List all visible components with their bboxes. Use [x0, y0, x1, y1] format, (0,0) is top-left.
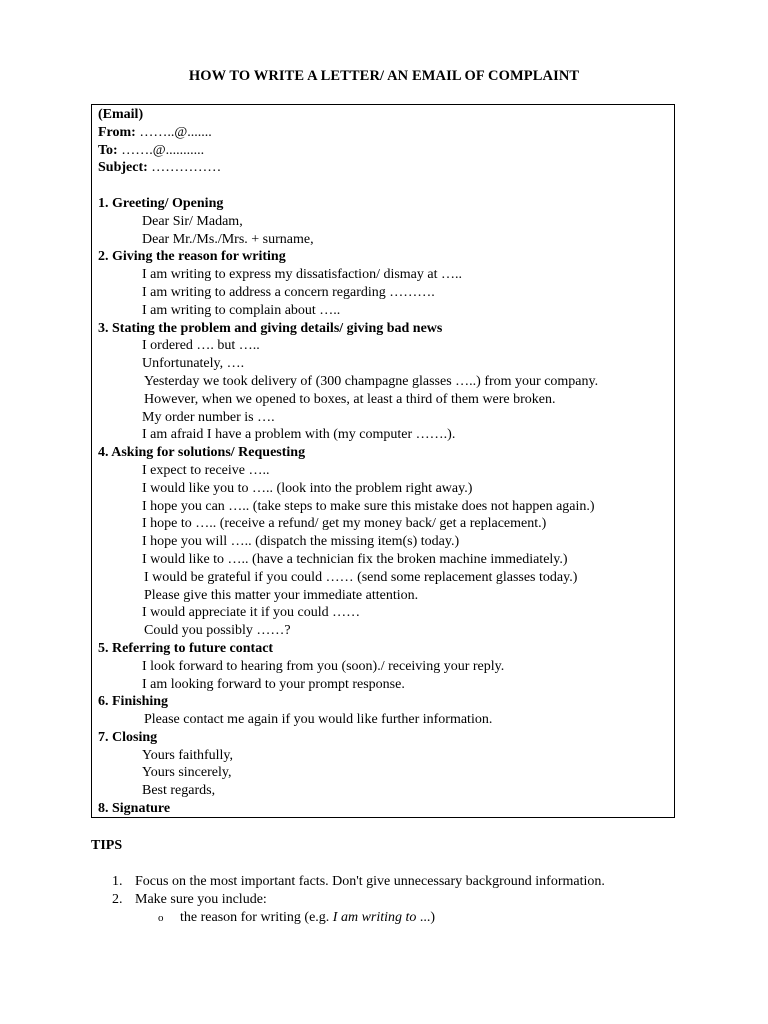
- tip-sub-text: [180, 909, 435, 927]
- section-heading-requesting: 4. Asking for solutions/ Requesting: [98, 445, 306, 461]
- section-line: I am afraid I have a problem with (my computer …….).: [142, 427, 456, 443]
- section-line: Please contact me again if you would like further information.: [144, 712, 493, 728]
- section-heading-finishing: 6. Finishing: [98, 694, 169, 710]
- section-line: However, when we opened to boxes, at least a third of them were broken.: [144, 391, 556, 407]
- section-line: I would like you to ….. (look into the problem right away.): [142, 480, 473, 496]
- section-line: Unfortunately, ….: [142, 356, 245, 372]
- subject-value: ……………: [147, 160, 222, 176]
- section-line: Yours faithfully,: [142, 747, 234, 763]
- section-line: Yesterday we took delivery of (300 champagne glasses …..) from your company.: [144, 373, 599, 389]
- subject-label: Subject:: [98, 160, 148, 176]
- email-label: (Email): [98, 107, 144, 122]
- section-line: Could you possibly ……?: [144, 623, 291, 639]
- tip-sub-text-after: ...): [416, 910, 436, 925]
- template-box: [91, 104, 675, 818]
- section-line: My order number is ….: [142, 409, 275, 425]
- circle-bullet-icon: o: [158, 912, 164, 924]
- section-heading-closing: 7. Closing: [98, 729, 158, 745]
- section-line: I ordered …. but …..: [142, 338, 260, 354]
- section-heading-signature: 8. Signature: [98, 801, 171, 817]
- tip-number: 2.: [112, 892, 123, 907]
- section-line: I am writing to complain about …..: [142, 302, 341, 318]
- to-label: To:: [98, 142, 118, 158]
- to-value: …….@...........: [117, 142, 205, 158]
- tip-text: Focus on the most important facts. Don't give unnecessary background information.: [135, 874, 605, 889]
- section-line: Best regards,: [142, 783, 216, 799]
- section-line: I hope to ….. (receive a refund/ get my money back/ get a replacement.): [142, 516, 547, 532]
- section-line: I am writing to express my dissatisfaction/ dismay at …..: [142, 267, 463, 283]
- to-line: [98, 142, 668, 160]
- from-line: [98, 124, 668, 142]
- section-line: Please give this matter your immediate attention.: [144, 587, 419, 603]
- section-line: I am writing to address a concern regarding ……….: [142, 284, 435, 300]
- section-line: I would like to ….. (have a technician fix the broken machine immediately.): [142, 551, 568, 567]
- from-label: From:: [98, 124, 136, 140]
- section-line: I expect to receive …..: [142, 462, 270, 478]
- section-line: I hope you can ….. (take steps to make sure this mistake does not happen again.): [142, 498, 595, 514]
- tip-sub-text-italic: I am writing to: [332, 910, 417, 925]
- section-line: Dear Mr./Ms./Mrs. + surname,: [142, 231, 314, 247]
- section-line: I would appreciate it if you could ……: [142, 605, 361, 621]
- tip-sub-text-before: the reason for writing (e.g.: [180, 910, 333, 925]
- section-line: Dear Sir/ Madam,: [142, 213, 243, 229]
- section-line: I would be grateful if you could …… (send some replacement glasses today.): [144, 569, 578, 585]
- section-line: I am looking forward to your prompt response.: [142, 676, 405, 692]
- subject-line: [98, 159, 668, 177]
- section-heading-reason: 2. Giving the reason for writing: [98, 249, 286, 265]
- section-line: Yours sincerely,: [142, 765, 232, 781]
- tips-list: [91, 873, 731, 927]
- from-value: ……..@.......: [135, 124, 212, 140]
- tip-text: Make sure you include:: [135, 892, 267, 907]
- section-heading-greeting: 1. Greeting/ Opening: [98, 195, 224, 211]
- section-heading-problem: 3. Stating the problem and giving details/ giving bad news: [98, 320, 443, 336]
- tip-item: [91, 873, 731, 891]
- tip-sub-item: [91, 909, 731, 927]
- tips-heading: TIPS: [91, 838, 123, 853]
- section-line: I look forward to hearing from you (soon)./ receiving your reply.: [142, 658, 505, 674]
- spacer: [98, 177, 668, 195]
- tip-number: 1.: [112, 874, 123, 889]
- page-title: HOW TO WRITE A LETTER/ AN EMAIL OF COMPLAINT: [188, 68, 580, 84]
- section-heading-future-contact: 5. Referring to future contact: [98, 640, 274, 656]
- tip-item: [91, 891, 731, 909]
- section-line: I hope you will ….. (dispatch the missing item(s) today.): [142, 534, 460, 550]
